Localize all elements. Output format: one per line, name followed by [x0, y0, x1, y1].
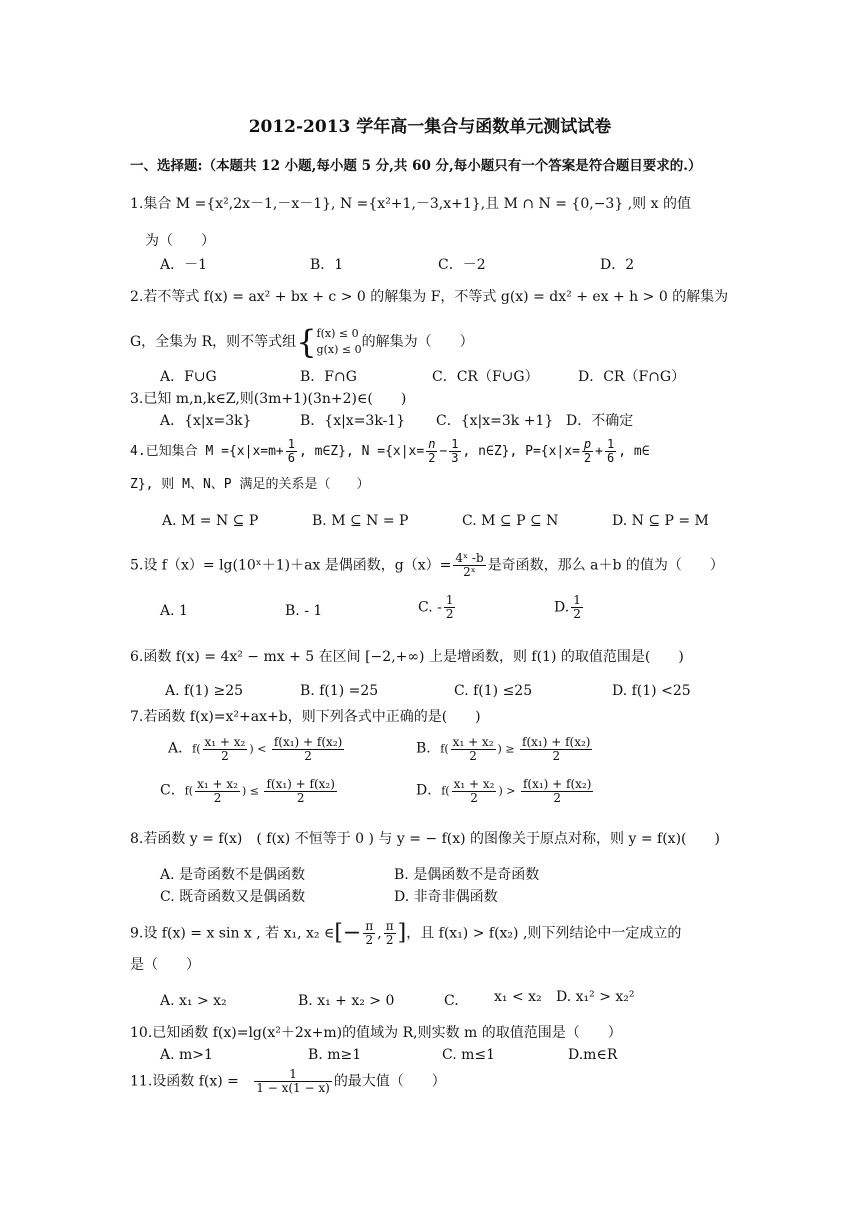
q11-text-1: 11.设函数 f(x) = [130, 1073, 239, 1090]
question-2-stem: 2.若不等式 f(x) = ax² + bx + c > 0 的解集为 F，不等式 g(x) = dx² + ex + h > 0 的解集为 [130, 289, 729, 305]
q7-b-lhs-den: 2 [469, 749, 477, 763]
q9-text-1: 9.设 f(x) = x sin x , 若 x₁, x₂ ∈ [130, 925, 335, 942]
q7-option-b [416, 736, 594, 763]
q7-b-lhs [451, 736, 496, 763]
question-11-stem [130, 1068, 446, 1095]
q5-d-den: 2 [573, 607, 581, 621]
q4-fraction-3 [449, 438, 460, 465]
q7-d-rhs-num: f(x₁) + f(x₂) [522, 777, 592, 791]
q5-option-d [554, 594, 585, 621]
q9-bracket-left: [− [334, 920, 362, 946]
q9-frac1-num: π [365, 919, 374, 933]
question-2-cont [130, 323, 474, 361]
q7-a-close: ) [249, 742, 254, 756]
q5-option-d-fraction [571, 594, 583, 621]
q7-a-rhs-den: 2 [304, 749, 312, 763]
q5-c-num: 1 [445, 593, 454, 607]
question-4-stem [130, 438, 650, 465]
q9-frac1-den: 2 [365, 933, 374, 947]
q11-text-2: 的最大值（ ） [333, 1073, 446, 1090]
q5-text-2: 是奇函数，那么 a＋b 的值为（ ） [487, 557, 724, 574]
q7-c-op: ≤ [249, 784, 259, 798]
q7-d-close: ) [498, 784, 503, 798]
q4-fraction-2 [426, 438, 437, 465]
q4-fraction-1 [286, 438, 297, 465]
q7-b-label: B． [416, 740, 441, 757]
q3-option-d: D．不确定 [566, 413, 634, 429]
q4-text-4: , n∈Z}, P={x|x= [462, 444, 580, 459]
q7-c-lhs [195, 778, 240, 805]
q4-frac3-num: 1 [451, 437, 459, 451]
q8-option-c: C. 既奇函数又是偶函数 [160, 889, 306, 905]
q7-c-f: f( [184, 784, 194, 798]
q7-b-op: ≥ [505, 742, 515, 756]
q5-option-a: A. 1 [160, 603, 188, 619]
q2-option-b: B．F∩G [300, 369, 357, 385]
q8-option-d: D. 非奇非偶函数 [394, 889, 498, 905]
q9-text-2: ，且 f(x₁) > f(x₂) ,则下列结论中一定成立的 [406, 925, 682, 942]
q9-interval-open [334, 921, 361, 946]
question-9-stem [130, 920, 681, 947]
q6-option-d: D. f(1) <25 [612, 683, 691, 699]
q9-frac-1 [363, 920, 375, 947]
question-10-stem: 10.已知函数 f(x)=lg(x²＋2x+m)的值域为 R,则实数 m 的取值范围是（ ） [130, 1025, 622, 1041]
question-3-stem: 3.已知 m,n,k∈Z,则(3m+1)(3n+2)∈( ) [130, 391, 407, 407]
q5-c-den: 2 [445, 607, 454, 621]
question-5-stem [130, 552, 724, 579]
q6-option-a: A. f(1) ≥25 [165, 683, 244, 699]
q7-b-f: f( [440, 742, 449, 756]
q7-option-c [160, 778, 339, 805]
q1-option-b: B．1 [310, 257, 344, 273]
q7-a-rhs-num: f(x₁) + f(x₂) [273, 735, 343, 749]
q4-frac5-den: 6 [606, 451, 615, 465]
q7-d-op: > [506, 784, 516, 798]
left-brace-icon: { [296, 323, 317, 361]
q7-option-d [416, 778, 595, 805]
q2-option-c: C．CR（F∪G） [432, 369, 539, 385]
q7-b-lhs-num: x₁ + x₂ [452, 735, 494, 749]
q4-fraction-4 [582, 438, 593, 465]
q4-text-2: , m∈Z}, N ={x|x= [298, 444, 425, 459]
q1-option-c: C．－2 [438, 257, 486, 273]
q7-a-lhs [203, 736, 248, 763]
q4-text-6: , m∈ [618, 444, 650, 459]
q9-interval-close [398, 921, 407, 946]
q7-b-rhs-den: 2 [552, 749, 561, 763]
q7-c-label: C． [160, 782, 185, 799]
q7-a-f: f( [192, 742, 201, 756]
q11-frac-den: 1 − x(1 − x) [256, 1081, 330, 1095]
q9-frac-2 [384, 920, 396, 947]
q4-frac4-num: p [583, 437, 592, 451]
q1-option-d: D．2 [600, 257, 635, 273]
q6-option-b: B. f(1) =25 [300, 683, 379, 699]
question-9-cont: 是（ ） [130, 957, 200, 973]
q2-option-a: A．F∪G [160, 369, 217, 385]
q9-frac2-num: π [385, 919, 394, 933]
q5-text-1: 5.设 f（x）= lg(10ˣ＋1)＋ax 是偶函数，g（x）= [130, 557, 452, 574]
q4-option-a: A. M = N ⊆ P [162, 513, 259, 529]
q2-system-line-2: g(x) ≤ 0 [316, 343, 362, 356]
q7-d-rhs [521, 778, 593, 805]
q4-frac3-den: 3 [451, 451, 459, 465]
q8-option-a: A. 是奇函数不是偶函数 [160, 867, 306, 883]
q1-option-a: A．－1 [160, 257, 208, 273]
q4-text-3: − [439, 444, 448, 459]
q7-c-rhs-den: 2 [296, 791, 305, 805]
q7-a-op: < [257, 742, 267, 756]
q9-option-c: C. [444, 993, 459, 1009]
q4-text-1: 4.已知集合 M ={x|x=m+ [130, 444, 284, 459]
q9-option-d: D. x₁² > x₂² [556, 989, 635, 1005]
q5-option-b: B. - 1 [285, 603, 323, 619]
q10-option-c: C. m≤1 [442, 1047, 496, 1063]
q8-option-b: B. 是偶函数不是奇函数 [394, 867, 540, 883]
q5-frac-num: 4ˣ -b [455, 551, 484, 565]
q9-frac2-den: 2 [385, 933, 394, 947]
q7-a-rhs [272, 736, 344, 763]
q7-d-lhs-num: x₁ + x₂ [453, 777, 495, 791]
q7-b-close: ) [497, 742, 502, 756]
q7-d-label: D． [416, 782, 442, 799]
question-6-stem: 6.函数 f(x) = 4x² − mx + 5 在区间 [−2,+∞) 上是增函数，则 f(1) 的取值范围是( ) [130, 649, 684, 665]
q7-c-close: ) [241, 784, 247, 798]
q4-frac5-num: 1 [606, 437, 615, 451]
q5-d-num: 1 [573, 593, 581, 607]
q11-fraction [254, 1068, 332, 1095]
q7-d-lhs-den: 2 [470, 791, 478, 805]
q10-option-a: A. m>1 [160, 1047, 213, 1063]
q9-option-c-expr: x₁ < x₂ [494, 989, 542, 1005]
q5-fraction [453, 552, 485, 579]
q4-frac4-den: 2 [583, 451, 592, 465]
q3-option-c: C．{x|x=3k +1} [436, 413, 554, 429]
page-title: 2012-2013 学年高一集合与函数单元测试试卷 [248, 117, 612, 137]
q5-option-c [418, 594, 457, 621]
q7-b-rhs-num: f(x₁) + f(x₂) [522, 735, 591, 749]
q9-option-a: A. x₁ > x₂ [160, 993, 227, 1009]
q5-frac-den: 2ˣ [463, 565, 476, 579]
q6-option-c: C. f(1) ≤25 [454, 683, 533, 699]
q7-c-rhs [264, 778, 336, 805]
q5-option-c-fraction [444, 594, 456, 621]
q7-d-f: f( [441, 784, 450, 798]
question-1-stem: 1.集合 M ={x²,2x－1,－x－1}, N ={x²+1,－3,x+1},且 M ∩ N = {0,−3} ,则 x 的值 [130, 196, 691, 212]
q10-option-d: D.m∈R [568, 1047, 618, 1063]
q7-c-lhs-num: x₁ + x₂ [197, 777, 238, 791]
q9-comma: , [377, 925, 382, 942]
q4-frac1-num: 1 [287, 437, 295, 451]
q9-option-b: B. x₁ + x₂ > 0 [298, 993, 395, 1009]
question-8-stem: 8.若函数 y = f(x) ( f(x) 不恒等于 0 ) 与 y = − f(x) 的图像关于原点对称，则 y = f(x)( ) [130, 831, 720, 847]
q2-cont-pre: G，全集为 R，则不等式组 [130, 334, 297, 350]
question-1-cont: 为（ ） [145, 233, 215, 249]
q4-option-d: D. N ⊆ P = M [612, 513, 709, 529]
q7-d-lhs [452, 778, 497, 805]
q2-option-d: D．CR（F∩G） [578, 369, 686, 385]
q3-option-a: A．{x|x=3k} [160, 413, 252, 429]
question-4-cont: Z}, 则 M、N、P 满足的关系是（ ） [130, 477, 370, 492]
q2-inequality-system [317, 326, 362, 358]
q7-option-a [168, 736, 346, 763]
q5-option-d-label: D. [554, 599, 570, 616]
q4-option-b: B. M ⊆ N = P [312, 513, 409, 529]
q7-d-rhs-den: 2 [553, 791, 562, 805]
question-7-stem: 7.若函数 f(x)=x²+ax+b，则下列各式中正确的是( ) [130, 709, 481, 725]
q9-bracket-right: ] [397, 920, 407, 946]
q4-option-c: C. M ⊆ P ⊆ N [462, 513, 559, 529]
q7-c-lhs-den: 2 [213, 791, 222, 805]
q2-system-line-1: f(x) ≤ 0 [316, 327, 359, 340]
q4-frac2-den: 2 [428, 451, 436, 465]
q4-frac2-num: n [428, 437, 436, 451]
section-heading: 一、选择题:（本题共 12 小题,每小题 5 分,共 60 分,每小题只有一个答案是符合题目要求的.） [130, 158, 702, 174]
q7-a-lhs-den: 2 [221, 749, 229, 763]
q10-option-b: B. m≥1 [308, 1047, 362, 1063]
q2-cont-post: 的解集为（ ） [361, 334, 474, 350]
q5-option-c-label: C. - [418, 599, 442, 616]
q7-a-lhs-num: x₁ + x₂ [204, 735, 246, 749]
q4-text-5: + [595, 444, 603, 459]
q7-c-rhs-num: f(x₁) + f(x₂) [266, 777, 335, 791]
q3-option-b: B．{x|x=3k-1} [300, 413, 406, 429]
q7-b-rhs [520, 736, 592, 763]
q4-fraction-5 [605, 438, 616, 465]
q7-a-label: A． [168, 740, 193, 757]
q4-frac1-den: 6 [287, 451, 295, 465]
q11-frac-num: 1 [254, 1068, 332, 1082]
